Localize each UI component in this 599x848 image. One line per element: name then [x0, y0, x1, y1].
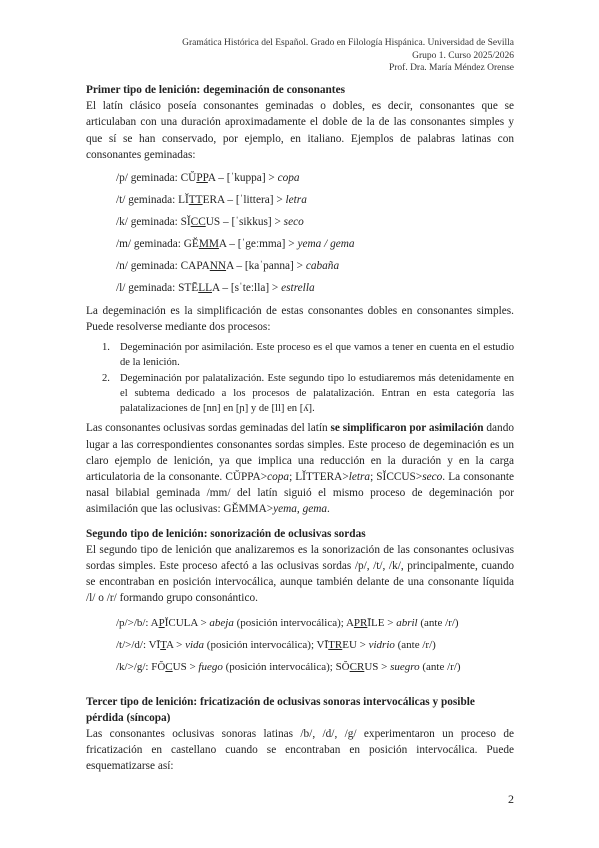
assimilation-paragraph: Las consonantes oclusivas sordas geminadas del latín se simplificaron por asimilación dando lugar a las correspondientes consonantes sordas simples. Este proceso de degeminación es un claro ejemplo de lenición, ya que implica una reducción en la duración y en la carga articulatoria de la consonante. CŬPPA>copa; LĬTTERA>letra; SĬCCUS>seco. La consonante nasal bilabial geminada /mm/ del latín siguió el mismo proceso de degeminación por asimilación que las oclusivas: GĔMMA>yema, gema. [86, 422, 515, 516]
example-line: /t/>/d/: VĪTA > vida (posición intervocálica); VĪTREU > vidrio (ante /r/) [116, 638, 436, 651]
example-line: /k/ geminada: SĬCCUS – [ˈsikkus] > seco [116, 216, 304, 229]
degemination-paragraph: La degeminación es la simplificación de estas consonantes dobles en consonantes simples. Puede resolverse mediante dos procesos: [86, 305, 514, 334]
header-line-2: Grupo 1. Curso 2025/2026 [412, 50, 514, 61]
example-line: /m/ geminada: GĔMMA – [ˈgeːmma] > yema / gema [116, 238, 355, 251]
example-line: /l/ geminada: STĒLLA – [sˈteːlla] > estrella [116, 282, 315, 295]
example-line: /n/ geminada: CAPANNA – [kaˈpanna] > cabaña [116, 260, 340, 273]
section-2-title: Segundo tipo de lenición: sonorización de oclusivas sordas [86, 527, 366, 540]
header-line-1: Gramática Histórica del Español. Grado en Filología Hispánica. Universidad de Sevilla [182, 38, 514, 48]
document-body [86, 82, 514, 775]
section-2-paragraph: El segundo tipo de lenición que analizaremos es la sonorización de las consonantes oclusivas sordas simples. Este proceso afectó a las oclusivas sordas /p/, /t/, /k/, principalmente, cuando se encontraban en posición intervocálica, aunque también delante de una consonante líquida /l/ o /r/ formando grupo consonántico. [86, 543, 514, 605]
page-header [182, 37, 514, 75]
list-item: 2. Degeminación por palatalización. Este segundo tipo lo estudiaremos más detenidamente en el subtema dedicado a los procesos de palatalización. Entran en esta categoría las palatalizaciones de [nn] en [ɲ] y de [ll] en [ʎ]. [102, 373, 514, 414]
header-line-3: Prof. Dra. María Méndez Orense [388, 63, 514, 73]
list-item: 1. Degeminación por asimilación. Este proceso es el que vamos a tener en cuenta en el estudio de la lenición. [102, 342, 514, 369]
section-1-title: Primer tipo de lenición: degeminación de consonantes [86, 84, 345, 96]
geminate-examples [116, 167, 514, 299]
example-line: /p/ geminada: CŬPPA – [ˈkuppa] > copa [116, 172, 300, 185]
process-list [86, 341, 514, 416]
example-line: /k/>/g/: FŎCUS > fuego (posición intervocálica); SŎCRUS > suegro (ante /r/) [116, 660, 461, 673]
section-3-paragraph: Las consonantes oclusivas sonoras latinas /b/, /d/, /g/ experimentaron un proceso de fricatización en castellano cuando se encontraban en posición intervocálica. Puede esquematizarse así: [86, 728, 514, 773]
section-3-title: Tercer tipo de lenición: fricatización de oclusivas sonoras intervocálicas y posible pérdida (síncopa) [86, 695, 475, 724]
example-line: /t/ geminada: LĬTTERA – [ˈlittera] > letra [116, 194, 307, 207]
page-number: 2 [508, 792, 514, 806]
example-line: /p/>/b/: APĬCULA > abeja (posición intervocálica); APRĪLE > abril (ante /r/) [116, 616, 459, 629]
voicing-examples [116, 612, 514, 678]
section-1-intro: El latín clásico poseía consonantes geminadas o dobles, es decir, consonantes que se articulaban con una duración aproximadamente el doble de la de las consonantes simples y que sí se han conservado, por ejemplo, en italiano. Ejemplos de palabras latinas con consonantes geminadas: [86, 100, 514, 161]
